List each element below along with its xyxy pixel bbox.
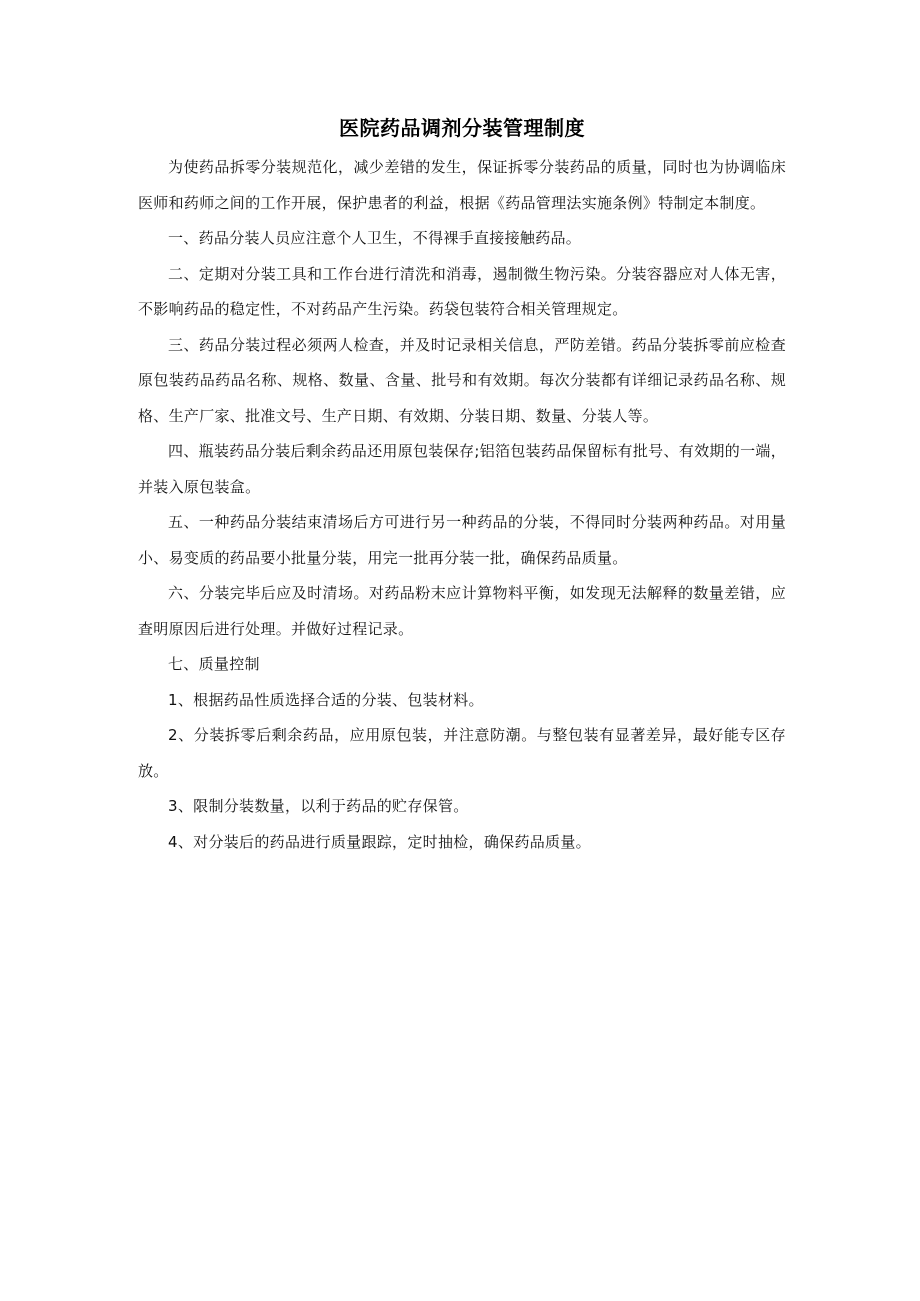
rule-1-paragraph: 一、药品分装人员应注意个人卫生，不得裸手直接接触药品。 bbox=[168, 229, 582, 247]
quality-item-3: 3、限制分装数量，以利于药品的贮存保管。 bbox=[168, 797, 469, 815]
document-page bbox=[138, 112, 786, 860]
intro-paragraph: 为使药品拆零分装规范化，减少差错的发生，保证拆零分装药品的质量，同时也为协调临床医师和药师之间的工作开展，保护患者的利益，根据《药品管理法实施条例》特制定本制度。 bbox=[138, 158, 786, 212]
rule-5-paragraph: 五、一种药品分装结束清场后方可进行另一种药品的分装，不得同时分装两种药品。对用量小、易变质的药品要小批量分装，用完一批再分装一批，确保药品质量。 bbox=[138, 513, 786, 567]
rule-2-paragraph: 二、定期对分装工具和工作台进行清洗和消毒，遏制微生物污染。分装容器应对人体无害，不影响药品的稳定性，不对药品产生污染。药袋包装符合相关管理规定。 bbox=[138, 264, 786, 318]
document-title: 医院药品调剂分装管理制度 bbox=[339, 116, 585, 140]
rule-4-paragraph: 四、瓶装药品分装后剩余药品还用原包装保存;铝箔包装药品保留标有批号、有效期的一端，并装入原包装盒。 bbox=[138, 442, 786, 496]
rule-7-heading: 七、质量控制 bbox=[168, 655, 260, 673]
quality-item-1: 1、根据药品性质选择合适的分装、包装材料。 bbox=[168, 690, 484, 709]
quality-item-2: 2、分装拆零后剩余药品，应用原包装，并注意防潮。与整包装有显著差异，最好能专区存放。 bbox=[138, 726, 786, 780]
quality-item-4: 4、对分装后的药品进行质量跟踪，定时抽检，确保药品质量。 bbox=[168, 832, 591, 851]
rule-3-paragraph: 三、药品分装过程必须两人检查，并及时记录相关信息，严防差错。药品分装拆零前应检查原包装药品药品名称、规格、数量、含量、批号和有效期。每次分装都有详细记录药品名称、规格、生产厂家、批准文号、生产日期、有效期、分装日期、数量、分装人等。 bbox=[138, 335, 786, 425]
rule-6-paragraph: 六、分装完毕后应及时清场。对药品粉末应计算物料平衡，如发现无法解释的数量差错，应查明原因后进行处理。并做好过程记录。 bbox=[138, 584, 786, 638]
